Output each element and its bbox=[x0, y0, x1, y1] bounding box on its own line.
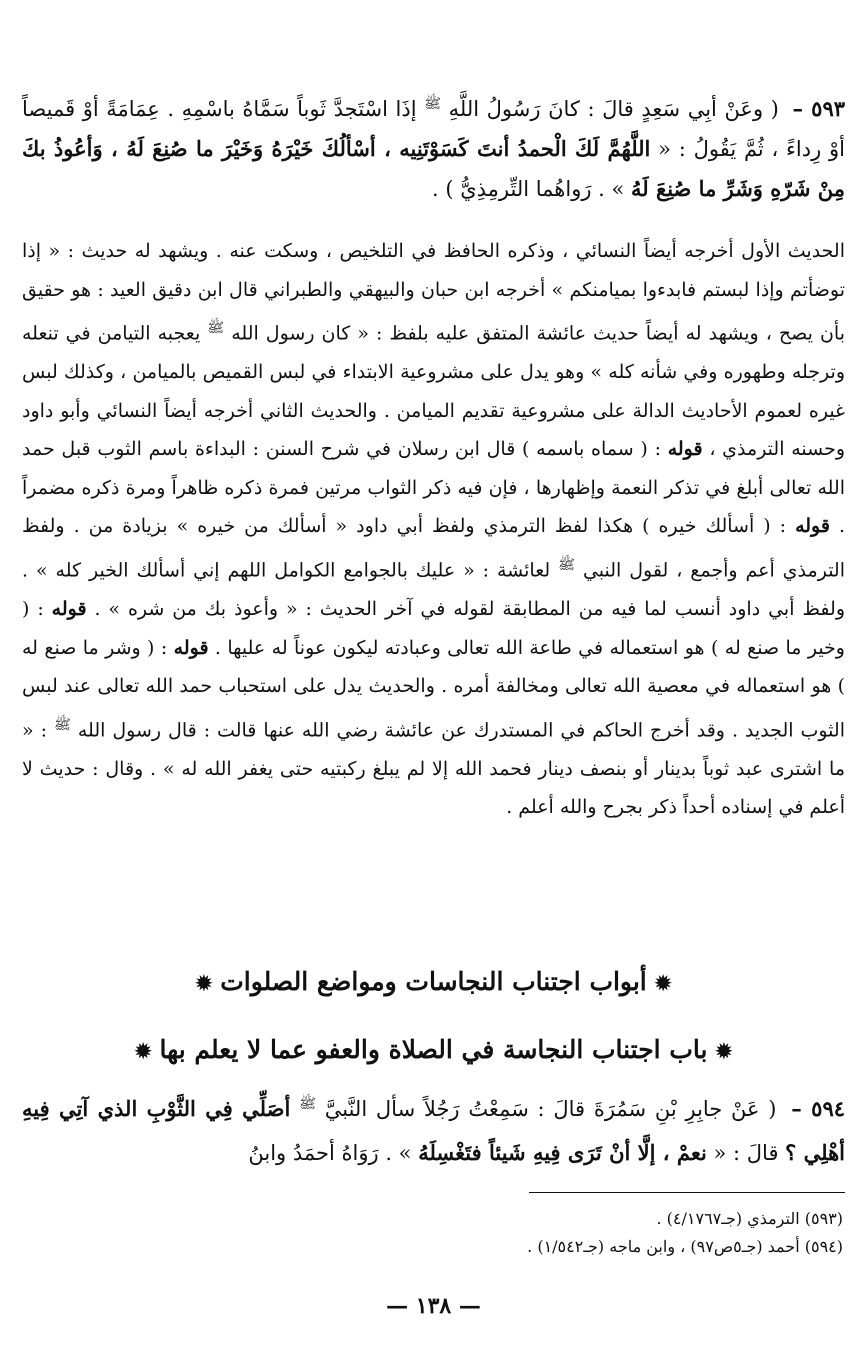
salla-glyph: ﷺ bbox=[299, 1096, 316, 1112]
qawluh-label: قوله bbox=[173, 636, 209, 659]
commentary-text: لعائشة : « عليك بالجوامع الكوامل اللهم إني أسألك الخير كله » . ولفظ أبي داود أنسب لما فيه من المطابقة لقوله في آخر الحديث : « وأعوذ بك من شره » . bbox=[22, 559, 845, 620]
salla-glyph: ﷺ bbox=[207, 320, 225, 337]
hadith-text: ( وعَنْ أبِي سَعِدٍ قالَ : كانَ رَسُولُ اللَّهِ bbox=[448, 97, 779, 121]
qawluh-label: قوله bbox=[795, 515, 830, 538]
hadith-text: إذَا اسْتَجدَّ ثَوباً سَمَّاهُ باسْمِهِ . عِمَامَةً أوْ قَميصاً أوْ رِداءً ، ثُمَّ يَقُولُ : « bbox=[22, 97, 845, 161]
commentary-text: : ( وشر ما صنع له ) هو استعماله في معصية الله تعالى ومخالفة أمره . والحديث يدل على استحباب حمد الله تعالى عند لبس الثوب الجديد . وقد أخرج الحاكم في المستدرك عن عائشة رضي الله عنها قالت : قال رسول الله bbox=[22, 636, 845, 742]
footnote-divider bbox=[529, 1192, 845, 1193]
qawluh-label: قوله bbox=[667, 438, 703, 461]
hadith-text: » . رَوَاهُ أحمَدُ وابنُ bbox=[248, 1141, 412, 1165]
section-heading-sub bbox=[0, 1030, 867, 1071]
footnote: (٥٩٣) الترمذي (جـ٤/١٧٦٧) . bbox=[656, 1209, 843, 1228]
star-ornament-icon: ✹ bbox=[654, 971, 672, 995]
page-number: — ١٣٨ — bbox=[386, 1293, 481, 1319]
hadith-dua-text: اللَّهُمَّ لَكَ الْحمدُ أنتَ كَسَوْتَنِيه ، أسْألُكَ خَيْرَهُ وَخَيْرَ ما صُنِعَ لَهُ ، وَأعُوذُ بكَ مِنْ شَرّهِ وَشَرِّ ما صُنِعَ لَهُ bbox=[22, 136, 845, 201]
heading-text: أبواب اجتناب النجاسات ومواضع الصلوات bbox=[220, 967, 647, 996]
hadith-number: ٥٩٤ – bbox=[791, 1096, 846, 1121]
commentary-text: : ( سماه باسمه ) قال ابن رسلان في شرح السنن : البداءة باسم الثوب قبل حمد الله تعالى أبلغ في تذكر النعمة وإظهارها ، فإن فيه ذكر الثواب مرتين فمرة ذكره ظاهراً ومرة ذكره مضمراً . bbox=[22, 438, 846, 538]
qawluh-label: قوله bbox=[51, 598, 87, 620]
section-heading-main bbox=[0, 962, 867, 1003]
hadith-number: ٥٩٣ – bbox=[792, 96, 846, 121]
hadith-text: ( عَنْ جابِرِ بْنِ سَمُرَةَ قالَ : سَمِعْتُ رَجُلاً سأل النَّبيَّ bbox=[324, 1097, 777, 1121]
footnote: (٥٩٤) أحمد (جـ٥ص٩٧) ، وابن ماجه (جـ١/٥٤٢) . bbox=[527, 1237, 843, 1256]
salla-glyph: ﷺ bbox=[558, 557, 576, 574]
salla-glyph: ﷺ bbox=[53, 716, 71, 733]
star-ornament-icon: ✹ bbox=[195, 971, 213, 995]
commentary-text: يعجبه التيامن في تنعله وترجله وطهوره وفي شأنه كله » وهو يدل على مشروعية الابتداء في لبس القميص بالميامن ، وكذلك لبس غيره لعموم الأحاديث الدالة على مشروعية تقديم الميامن . والحديث الثاني أخرجه أيضاً النسائي وأبو داود وحسنه الترمذي ، bbox=[22, 322, 845, 461]
hadith-answer-text: نعمْ ، إلَّا أنْ تَرَى فِيهِ شَيئاً فتَغْسِلَهُ bbox=[418, 1140, 707, 1165]
star-ornament-icon: ✹ bbox=[715, 1039, 733, 1063]
star-ornament-icon: ✹ bbox=[134, 1039, 152, 1063]
hadith-text: قالَ : « bbox=[713, 1141, 779, 1165]
commentary-text: : « ما اشترى عبد ثوباً بدينار أو بنصف دينار فحمد الله إلا لم يبلغ ركبتيه حتى يغفر الله له » . وقال : حديث لا أعلم في إسناده أحداً ذكر بجرح والله أعلم . bbox=[22, 719, 845, 819]
commentary-text: : ( أسألك خيره ) هكذا لفظ الترمذي ولفظ أبي داود « أسألك من خيره » بزيادة من . ولفظ الترمذي أعم وأجمع ، لقول النبي bbox=[22, 515, 845, 582]
commentary bbox=[22, 232, 845, 827]
hadith-text: » . رَواهُما التِّرمِذِيُّ ) . bbox=[431, 177, 625, 201]
hadith-594 bbox=[22, 1082, 845, 1175]
hadith-593 bbox=[22, 84, 845, 209]
salla-glyph: ﷺ bbox=[424, 96, 442, 112]
hadith-question-text: أصَلِّي فِي الثَّوْبِ الذي آتِي فِيهِ أهْلِي ؟ bbox=[22, 1096, 845, 1165]
commentary-text: الحديث الأول أخرجه أيضاً النسائي ، وذكره الحافظ في التلخيص ، وسكت عنه . ويشهد له حديث : « إذا توضأتم وإذا لبستم فابدءوا بميامنكم » أخرجه ابن حبان والبيهقي والطبراني قال ابن دقيق العيد : هو حقيق بأن يصح ، ويشهد له أيضاً حديث عائشة المتفق عليه بلفظ : « كان رسول الله bbox=[22, 240, 845, 345]
heading-text: باب اجتناب النجاسة في الصلاة والعفو عما لا يعلم بها bbox=[159, 1035, 708, 1064]
commentary-text: : ( وخير ما صنع له ) هو استعماله في طاعة الله تعالى وعبادته ليكون عوناً له عليها . bbox=[22, 598, 845, 659]
